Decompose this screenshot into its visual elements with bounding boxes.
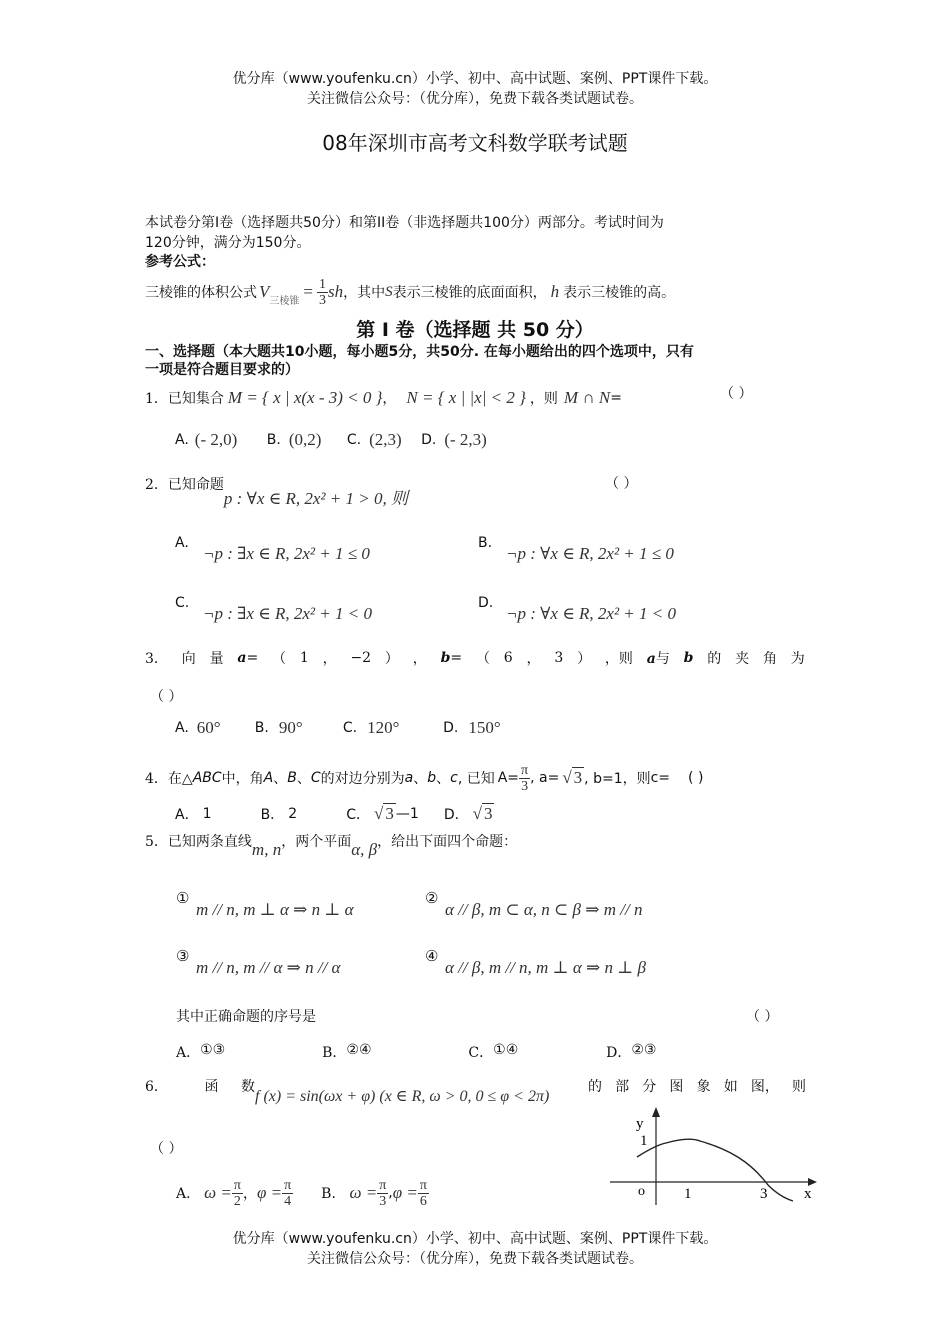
y-tick-1: 1 — [640, 1133, 648, 1149]
q3-options: A. 60° B. 90° C. 120° D. 150° — [175, 718, 501, 737]
y-axis-label: y — [636, 1116, 644, 1132]
q3-option-c: 120° — [367, 718, 400, 737]
q6-function: f (x) = sin(ωx + φ) (x ∈ R, ω > 0, 0 ≤ φ < 2π) — [255, 1088, 550, 1105]
set-n: N = { x | |x| < 2 } — [406, 388, 526, 407]
q2-option-a: A. ¬p : ∃x ∈ R, 2x² + 1 ≤ 0 — [175, 535, 370, 563]
question-6-prefix: 6． 函 数 — [145, 1079, 255, 1095]
q5-option-b: ②④ — [346, 1042, 372, 1058]
pyramid-volume-formula: 三棱锥的体积公式 V 三棱锥 = $\frac{1}{3}$ sh ，其中 S 表示三棱锥的底面面积， h 表示三棱锥的高。 — [145, 276, 676, 308]
q5-option-d: ②③ — [631, 1042, 657, 1058]
q3-option-b: 90° — [278, 718, 303, 737]
q4-option-b: 2 — [288, 806, 298, 822]
one-third-fraction: $\frac{1}{3}$ — [318, 276, 326, 308]
q1-answer-paren: （ ） — [720, 386, 753, 402]
question-5: 5．已知两条直线 m, n ，两个平面 α, β ，给出下面四个命题： — [145, 834, 518, 859]
question-2: 2．已知命题 p : ∀x ∈ R, 2x² + 1 > 0, 则 — [145, 477, 408, 508]
q2-option-c: C. ¬p : ∃x ∈ R, 2x² + 1 < 0 — [175, 595, 372, 623]
q2-option-b: B. ¬p : ∀x ∈ R, 2x² + 1 ≤ 0 — [478, 535, 674, 563]
q1-option-c-label: C. — [346, 432, 362, 448]
x-tick-3: 3 — [760, 1186, 768, 1202]
q5-proposition-1: ① m // n, m ⊥ α ⇒ n ⊥ α — [176, 889, 354, 919]
origin-label: o — [638, 1184, 645, 1199]
q2-answer-paren: （ ） — [605, 476, 638, 492]
q1-option-a: (- 2,0) — [194, 430, 238, 449]
q5-answer-paren: （ ） — [746, 1009, 779, 1025]
intro-line-2: 120分钟，满分为150分。 — [145, 235, 311, 251]
q3-option-d: 150° — [468, 718, 501, 737]
header-line-1: 优分库（www.youfenku.cn）小学、初中、高中试题、案例、PPT课件下载。 — [232, 71, 718, 87]
question-3: 3． 向 量 a= （ 1 ， −2 ） ， b= （ 6 ， 3 ） ，则 a与 b 的 夹 角 为 — [145, 650, 805, 667]
q5-option-a: ①③ — [200, 1042, 226, 1058]
proposition-p: p : ∀x ∈ R, 2x² + 1 > 0, 则 — [223, 489, 408, 508]
q3-option-a: 60° — [196, 718, 221, 737]
x-axis-label: x — [804, 1186, 812, 1202]
reference-formula-label: 参考公式： — [145, 254, 215, 270]
x-axis-arrow — [808, 1178, 817, 1186]
section-instructions-2: 一项是符合题目要求的） — [145, 362, 299, 378]
q1-option-b: (0,2) — [288, 430, 322, 449]
q1-option-a-label: A. — [175, 432, 189, 448]
q5-option-c: ①④ — [493, 1042, 519, 1058]
section-instructions-1: 一、选择题（本大题共10小题，每小题5分，共50分. 在每小题给出的四个选项中，只有 — [145, 344, 694, 360]
q4-option-d: √ 3 — [472, 804, 493, 823]
q5-question: 其中正确命题的序号是 — [176, 1009, 316, 1025]
q1-option-d: (- 2,3) — [444, 430, 487, 449]
q5-options: A． ①③ B． ②④ C． ①④ D． ②③ — [176, 1042, 657, 1061]
question-1: 1．已知集合 M = { x | x(x - 3) < 0 } ， N = { x | |x| < 2 } ，则 M ∩ N = — [145, 388, 622, 407]
question-6-suffix: 的 部 分 图 象 如 图， 则 — [588, 1079, 806, 1095]
q6-b-phi-fraction: $\frac{\pi}{6}$ — [419, 1177, 427, 1209]
q1-option-b-label: B. — [266, 432, 281, 448]
q6-answer-paren: （ ） — [150, 1141, 183, 1157]
pi-over-three: $\frac{\pi}{3}$ — [521, 762, 529, 794]
q6-options: A． ω = $\frac{\pi}{2}$ ， φ = $\frac{\pi}{4}$ B． ω = $\frac{\pi}{3}$ , φ = $\frac{\pi}{6}$ — [176, 1177, 427, 1209]
q6-b-omega-fraction: $\frac{\pi}{3}$ — [379, 1177, 387, 1209]
q4-options: A． 1 B． 2 C． √ 3 —1 D． √ 3 — [175, 804, 493, 823]
y-axis-arrow — [652, 1107, 660, 1117]
q4-option-a: 1 — [202, 806, 212, 822]
q3-answer-paren: （ ） — [150, 689, 183, 705]
question-4: 4．在△ ABC 中，角 A 、 B 、 C 的对边分别为 a 、 b 、 c , 已知 A= $\frac{\pi}{3}$ , a= √ 3 , b=1，则 c= ( ) — [145, 762, 704, 794]
sine-curve — [637, 1139, 793, 1201]
footer-line-1: 优分库（www.youfenku.cn）小学、初中、高中试题、案例、PPT课件下载。 — [232, 1231, 718, 1247]
q6-a-omega-fraction: $\frac{\pi}{2}$ — [233, 1177, 241, 1209]
q2-option-d: D. ¬p : ∀x ∈ R, 2x² + 1 < 0 — [478, 595, 676, 623]
q1-option-d-label: D. — [421, 432, 437, 448]
q6-function-graph — [610, 1105, 820, 1205]
q5-proposition-3: ③ m // n, m // α ⇒ n // α — [176, 947, 341, 977]
q4-option-c: —1 — [395, 806, 419, 822]
set-m: M = { x | x(x - 3) < 0 } — [227, 388, 383, 407]
header-line-2: 关注微信公众号：（优分库），免费下载各类试题试卷。 — [307, 91, 643, 107]
q5-proposition-4: ④ α // β, m // n, m ⊥ α ⇒ n ⊥ β — [425, 947, 646, 977]
page-title: 08年深圳市高考文科数学联考试题 — [322, 131, 628, 155]
x-tick-1: 1 — [684, 1186, 692, 1202]
q1-option-c: (2,3) — [369, 430, 402, 449]
footer-line-2: 关注微信公众号：（优分库），免费下载各类试题试卷。 — [307, 1251, 643, 1267]
q1-options — [175, 430, 487, 450]
q5-proposition-2: ② α // β, m ⊂ α, n ⊂ β ⇒ m // n — [425, 889, 643, 919]
section-title: 第 I 卷（选择题 共 50 分） — [356, 319, 594, 341]
q6-a-phi-fraction: $\frac{\pi}{4}$ — [284, 1177, 292, 1209]
intro-line-1: 本试卷分第I卷（选择题共50分）和第II卷（非选择题共100分）两部分。考试时间为 — [145, 215, 664, 231]
